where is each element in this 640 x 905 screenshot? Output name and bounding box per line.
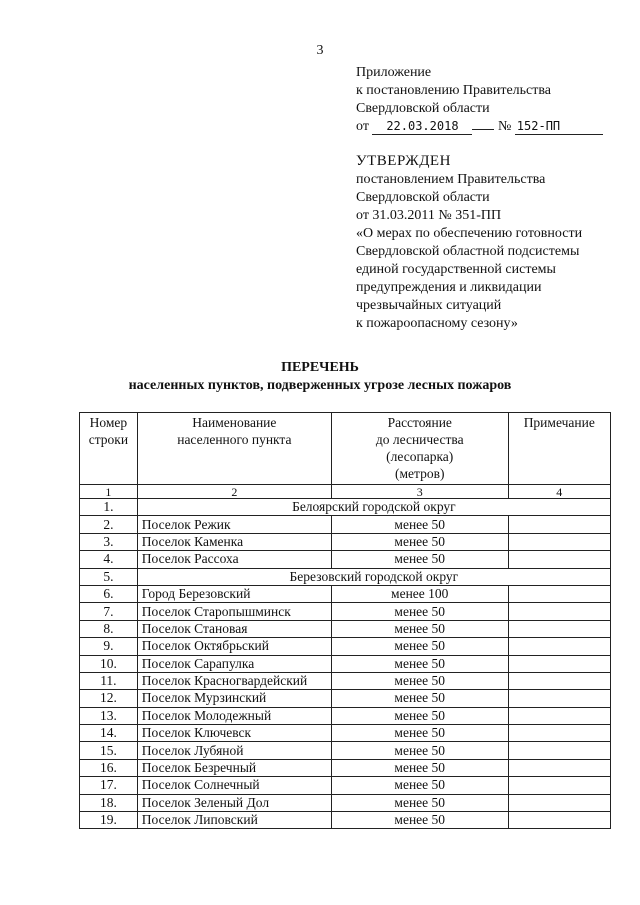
header-text: (лесопарка) [386,449,454,464]
table-row [80,707,611,724]
table-row [80,672,611,689]
approved-line: постановлением Правительства [356,172,546,187]
row-number: 15. [80,742,138,759]
row-number: 7. [80,603,138,620]
note-cell [508,533,610,550]
title-line: ПЕРЕЧЕНЬ [281,360,359,375]
approved-line: от 31.03.2011 № 351-ПП [356,208,502,223]
distance-value: менее 50 [331,794,508,811]
distance-value: менее 50 [331,533,508,550]
note-cell [508,672,610,689]
table-row [80,759,611,776]
header-distance [331,413,508,485]
header-text: до лесничества [375,432,464,447]
settlements-table [79,412,611,829]
from-label: от [356,119,369,134]
note-cell [508,794,610,811]
settlement-name: Поселок Октябрьский [137,638,331,655]
table-header [80,413,611,485]
approved-lines [356,171,636,333]
appendix-date: 22.03.2018 [372,119,472,135]
district-name: Белоярский городской округ [137,499,610,516]
appendix-line: к постановлению Правительства [356,83,552,98]
distance-value: менее 100 [331,585,508,602]
header-row-number [80,413,138,485]
approved-line: Свердловской областной подсистемы [356,244,580,259]
distance-value: менее 50 [331,812,508,829]
header-text: населенного пункта [177,432,292,447]
row-number: 5. [80,568,138,585]
column-index-row [80,485,611,499]
appendix-line: Свердловской области [356,101,490,116]
note-cell [508,603,610,620]
note-cell [508,777,610,794]
table-row [80,725,611,742]
row-number: 8. [80,620,138,637]
settlement-name: Поселок Молодежный [137,707,331,724]
settlement-name: Поселок Рассоха [137,551,331,568]
row-number: 10. [80,655,138,672]
note-cell [508,620,610,637]
approved-line: Свердловской области [356,190,490,205]
column-index: 3 [331,485,508,499]
row-number: 11. [80,672,138,689]
appendix-title: Приложение [356,65,432,80]
distance-value: менее 50 [331,638,508,655]
header-text: Примечание [523,415,595,430]
appendix-block [356,64,603,136]
distance-value: менее 50 [331,655,508,672]
appendix-date-line [356,118,603,136]
note-cell [508,638,610,655]
settlement-name: Поселок Старопышминск [137,603,331,620]
approved-heading: УТВЕРЖДЕН [356,153,451,169]
header-text: строки [88,432,129,447]
distance-value: менее 50 [331,620,508,637]
row-number: 12. [80,690,138,707]
page-number: 3 [316,43,324,58]
note-cell [508,759,610,776]
row-number: 19. [80,812,138,829]
header-note [508,413,610,485]
header-text: (метров) [395,466,445,481]
note-cell [508,707,610,724]
note-cell [508,585,610,602]
column-index: 2 [137,485,331,499]
settlement-name: Поселок Мурзинский [137,690,331,707]
settlement-name: Поселок Солнечный [137,777,331,794]
row-number: 2. [80,516,138,533]
distance-value: менее 50 [331,551,508,568]
table-row [80,603,611,620]
district-name: Березовский городской округ [137,568,610,585]
table-body [80,485,611,829]
header-settlement-name [137,413,331,485]
row-number: 16. [80,759,138,776]
row-number: 9. [80,638,138,655]
settlement-name: Город Березовский [137,585,331,602]
settlement-name: Поселок Каменка [137,533,331,550]
table-row [80,690,611,707]
settlement-name: Поселок Становая [137,620,331,637]
settlement-name: Поселок Зеленый Дол [137,794,331,811]
row-number: 6. [80,585,138,602]
settlement-name: Поселок Ключевск [137,725,331,742]
header-text: Расстояние [387,415,452,430]
settlement-name: Поселок Лубяной [137,742,331,759]
table-row [80,812,611,829]
distance-value: менее 50 [331,516,508,533]
approval-block [356,151,636,333]
distance-value: менее 50 [331,603,508,620]
note-cell [508,725,610,742]
settlement-name: Поселок Безречный [137,759,331,776]
column-index: 4 [508,485,610,499]
note-cell [508,690,610,707]
distance-value: менее 50 [331,777,508,794]
row-number: 13. [80,707,138,724]
note-cell [508,655,610,672]
approved-line: к пожароопасному сезону» [356,316,518,331]
table-row [80,585,611,602]
underline-gap [472,129,494,130]
distance-value: менее 50 [331,672,508,689]
number-label: № [497,119,512,134]
row-number: 1. [80,499,138,516]
row-number: 4. [80,551,138,568]
approved-line: единой государственной системы [356,262,556,277]
settlement-name: Поселок Красногвардейский [137,672,331,689]
table-row [80,620,611,637]
row-number: 14. [80,725,138,742]
row-number: 18. [80,794,138,811]
table-row [80,551,611,568]
distance-value: менее 50 [331,759,508,776]
row-number: 3. [80,533,138,550]
table-row [80,777,611,794]
table-row [80,655,611,672]
settlement-name: Поселок Режик [137,516,331,533]
distance-value: менее 50 [331,725,508,742]
approved-line: чрезвычайных ситуаций [356,298,502,313]
table-row [80,742,611,759]
header-text: Номер [89,415,128,430]
column-index: 1 [80,485,138,499]
header-text: Наименование [192,415,277,430]
table-row [80,638,611,655]
note-cell [508,812,610,829]
settlement-name: Поселок Липовский [137,812,331,829]
settlement-name: Поселок Сарапулка [137,655,331,672]
approved-line: предупреждения и ликвидации [356,280,542,295]
document-title [0,359,640,395]
table-row [80,533,611,550]
row-number: 17. [80,777,138,794]
note-cell [508,516,610,533]
distance-value: менее 50 [331,690,508,707]
table-row [80,516,611,533]
note-cell [508,551,610,568]
appendix-number: 152-ПП [515,119,603,135]
title-subline: населенных пунктов, подверженных угрозе лесных пожаров [128,378,512,393]
district-row [80,568,611,585]
note-cell [508,742,610,759]
distance-value: менее 50 [331,707,508,724]
distance-value: менее 50 [331,742,508,759]
approved-line: «О мерах по обеспечению готовности [356,226,583,241]
table-row [80,794,611,811]
district-row [80,499,611,516]
